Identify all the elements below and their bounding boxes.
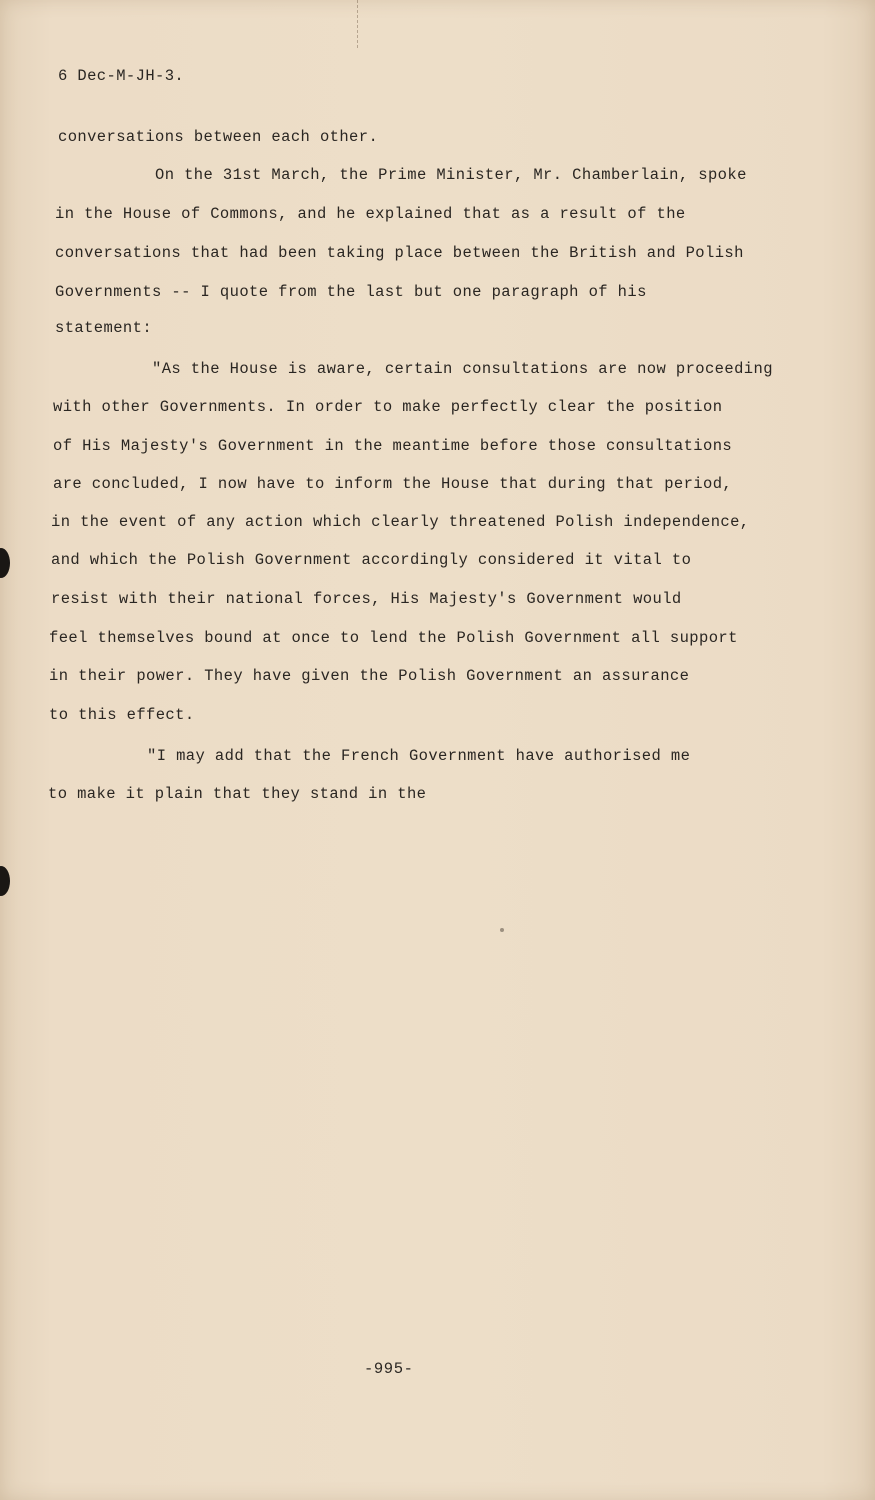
header-reference: 6 Dec-M-JH-3.	[58, 67, 185, 85]
fold-mark	[357, 0, 359, 48]
text-line: to make it plain that they stand in the	[48, 785, 427, 803]
text-line: in their power. They have given the Polish Government an assurance	[49, 667, 690, 685]
text-line: in the event of any action which clearly threatened Polish independence,	[51, 513, 750, 531]
text-line: with other Governments. In order to make perfectly clear the position	[53, 398, 723, 416]
text-line: On the 31st March, the Prime Minister, Mr. Chamberlain, spoke	[155, 166, 747, 184]
text-line: are concluded, I now have to inform the House that during that period,	[53, 475, 733, 493]
text-line: resist with their national forces, His Majesty's Government would	[51, 590, 682, 608]
text-line: of His Majesty's Government in the meantime before those consultations	[53, 437, 733, 455]
text-line: in the House of Commons, and he explained that as a result of the	[55, 205, 686, 223]
text-line: statement:	[55, 319, 153, 337]
text-line: feel themselves bound at once to lend the Polish Government all support	[49, 629, 738, 647]
text-line: conversations that had been taking place between the British and Polish	[55, 244, 744, 262]
text-line: Governments -- I quote from the last but one paragraph of his	[55, 283, 647, 301]
punch-hole	[0, 866, 10, 896]
text-line: to this effect.	[49, 706, 195, 724]
page-number: -995-	[364, 1360, 414, 1378]
text-line: "I may add that the French Government have authorised me	[147, 747, 691, 765]
text-line: conversations between each other.	[58, 128, 379, 146]
text-line: and which the Polish Government accordingly considered it vital to	[51, 551, 692, 569]
punch-hole	[0, 548, 10, 578]
paper-speck	[500, 928, 504, 932]
text-line: "As the House is aware, certain consultations are now proceeding	[152, 360, 773, 378]
